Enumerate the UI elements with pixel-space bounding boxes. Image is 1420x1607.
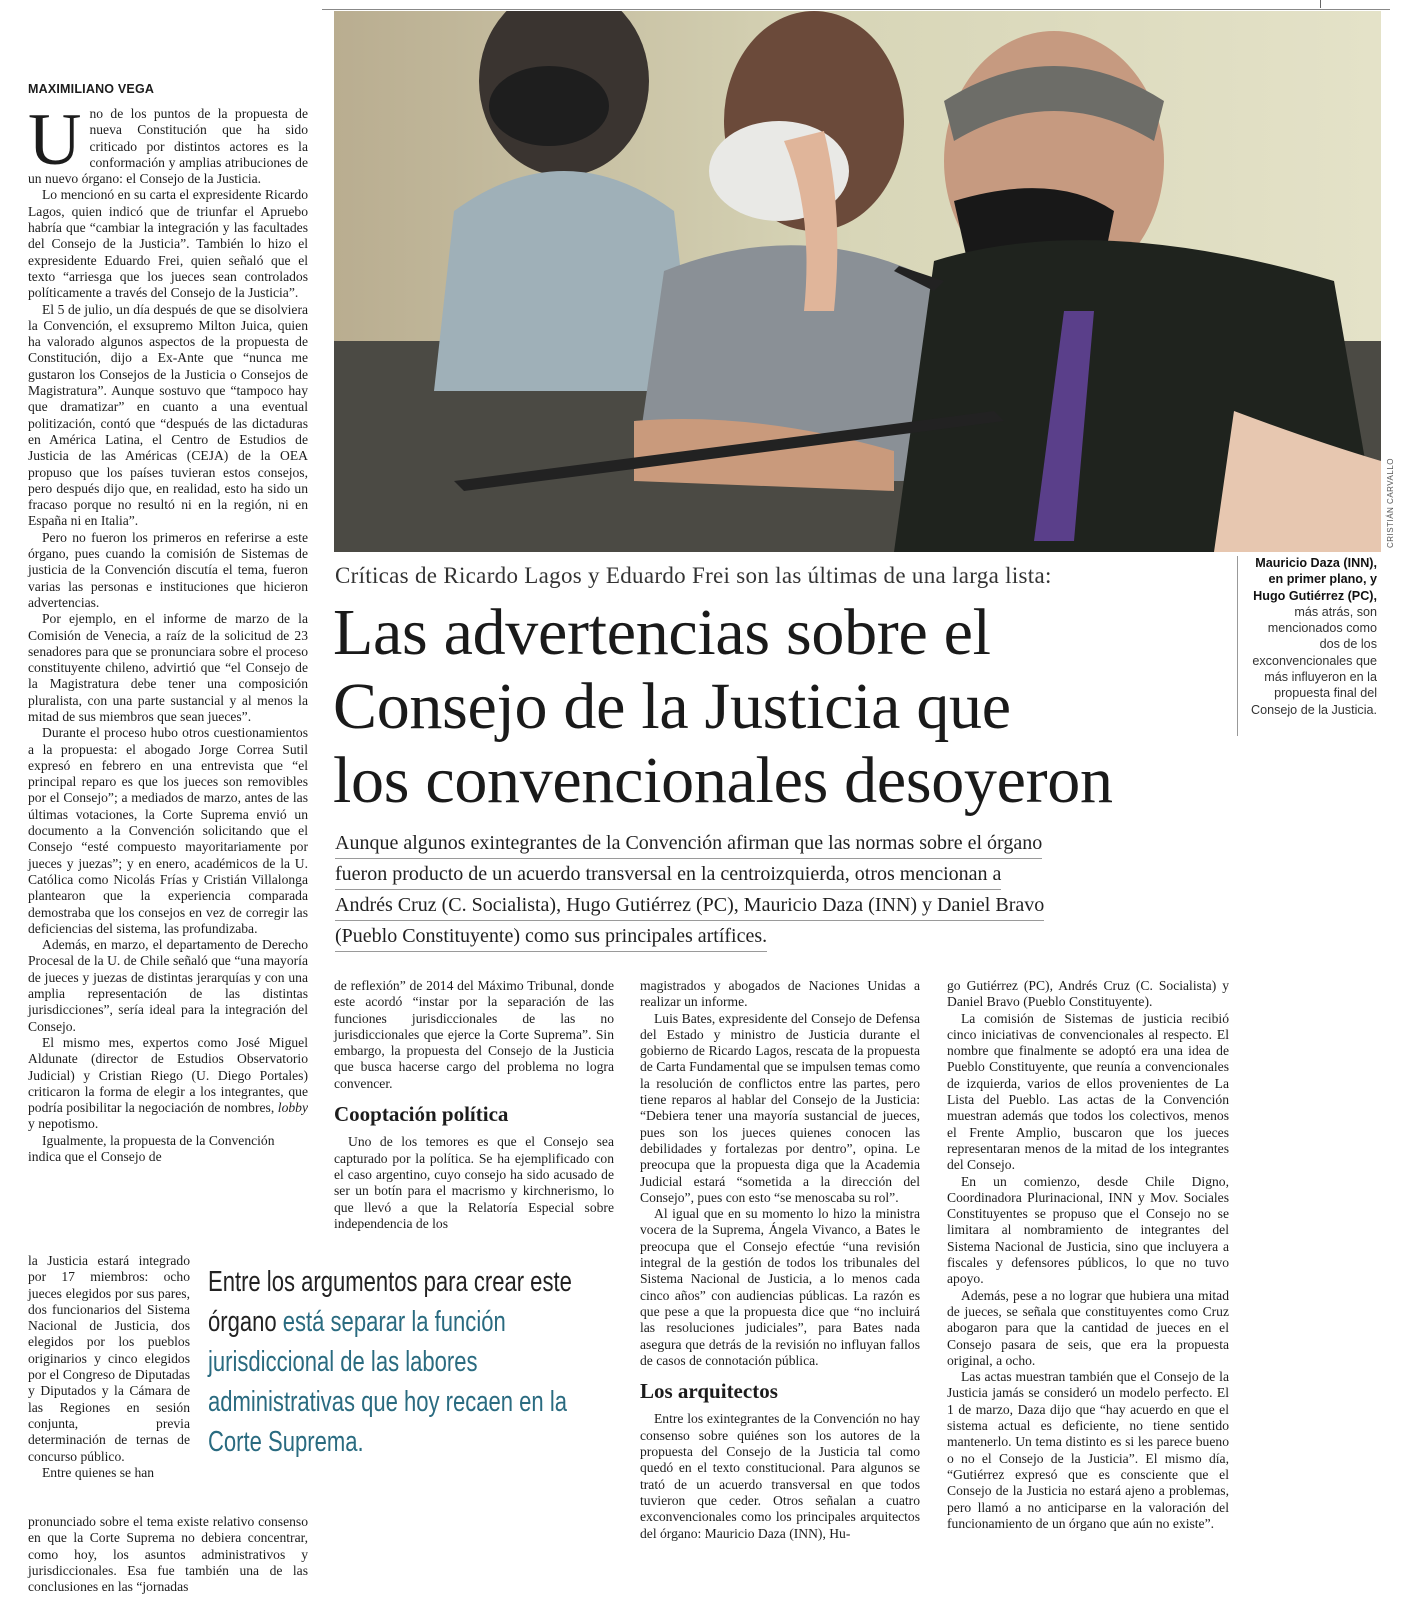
paragraph: La comisión de Sistemas de justicia recibió cinco iniciativas de convencionales al respecto. El nombre que finalmente se adoptó era una idea de Pueblo Constituyente, que reunía a convencionales de izquierda, varios de ellos provenientes de La Lista del Pueblo. Las actas de la Convención muestran además que todos los colectivos, menos el Frente Amplio, buscaron que los jueces representaran menos de la mitad de los integrantes del Consejo. [947, 1010, 1229, 1173]
column-3 [640, 978, 920, 1542]
pull-quote [208, 1262, 618, 1462]
paragraph: Uno de los temores es que el Consejo sea capturado por la política. Se ha ejemplificado con el caso argentino, cuyo consejo ha sido acusado de ser un botín para el macrismo y kirchnerismo, lo que llevó a que la Relatoría Especial sobre independencia de los [334, 1134, 614, 1231]
headline [333, 596, 1113, 818]
subhead-cooptacion: Cooptación política [334, 1102, 509, 1127]
paragraph: Luis Bates, expresidente del Consejo de Defensa del Estado y ministro de Justicia durante el gobierno de Ricardo Lagos, rescata de la propuesta de Carta Fundamental que se impulsen temas como la resolución de conflictos entre las partes, pero tiene reparos al hablar del Consejo de la Justicia: “Debiera tener una mayoría sustancial de jueces, pues son los jueces quienes conocen las debilidades y fortalezas por dentro”, opina. Le preocupa que la propuesta diga que la Academia Judicial estará “sometida a la dirección del Consejo”, pues con esto “se menoscaba su rol”. [640, 1010, 920, 1205]
paragraph: Al igual que en su momento lo hizo la ministra vocera de la Suprema, Ángela Vivanco, a Bates le preocupa que el Consejo efectúe “una revisión integral de la gestión de todos los tribunales del Sistema Nacional de Justicia, a lo menos cada cinco años” con audiencias públicas. La razón es que pese a que la propuesta dice que “no incluirá las resoluciones judiciales”, para Bates nada asegura que detrás de la revisión no influyan fallos de casos de connotación pública. [640, 1206, 920, 1368]
headline-line: Las advertencias sobre el [333, 596, 991, 669]
photo-caption [1245, 555, 1377, 718]
column-1-bottom [28, 1514, 308, 1595]
byline: MAXIMILIANO VEGA [28, 82, 155, 96]
paragraph-cont: pronunciado sobre el tema existe relativo consenso en que la Corte Suprema no debiera concentrar, como hoy, los asuntos administrativos y jurisdiccionales. Esa fue también una de las conclusiones en las “jornadas [28, 1514, 308, 1595]
italic-word: lobby [277, 1100, 308, 1116]
paragraph: Pero no fueron los primeros en referirse a este órgano, pues cuando la comisión de Sistemas de justicia de la Convención discutía el tema, fueron varias las personas e instituciones que hicieron advertencias. [28, 529, 308, 610]
drop-cap: U [28, 99, 82, 181]
headline-line: los convencionales desoyeron [333, 744, 1113, 817]
column-1-narrow [28, 1253, 190, 1481]
paragraph: Entre los exintegrantes de la Convención no hay consenso sobre quiénes son los autores de la propuesta del Consejo de la Justicia tal como quedó en el texto constitucional. Para algunos se trató de un acuerdo transversal en que todos tuvieron que ceder. Otros señalan a cuatro exconvencionales como los principales arquitectos del órgano: Mauricio Daza (INN), Hu- [640, 1411, 920, 1541]
headline-line: Consejo de la Justicia que [333, 670, 1011, 743]
photo-illustration [334, 11, 1381, 552]
caption-text: más atrás, son mencionados como dos de los exconvencionales que más influyeron en la propuesta final del Consejo de la Justicia. [1250, 604, 1377, 717]
deck-line: fueron producto de un acuerdo transversal en la centroizquierda, otros mencionan a [335, 859, 1001, 890]
photo-credit: CRISTIÁN CARVALLO [1386, 457, 1395, 548]
paragraph: Además, pese a no lograr que hubiera una mitad de jueces, se señala que constituyentes como Cruz abogaron para que la cantidad de jueces en el Consejo pasara de seis, que era la propuesta original, a ocho. [947, 1287, 1229, 1368]
column-1-top [28, 99, 308, 1165]
caption-divider [1237, 556, 1238, 736]
deck-line: (Pueblo Constituyente) como sus principales artífices. [335, 921, 767, 952]
paragraph: Igualmente, la propuesta de la Convención indica que el Consejo de [28, 1132, 275, 1164]
paragraph: Entre quienes se han [42, 1464, 155, 1480]
paragraph: Las actas muestran también que el Consejo de la Justicia jamás se consideró un modelo perfecto. El 1 de marzo, Daza dijo que “hay acuerdo en que el sistema actual es deficiente, no tiene sentido mantenerlo. Un tema distinto es si les parece bueno o no el Consejo de la Justicia”. El mismo día, “Gutiérrez expresó que es consciente que el Consejo de la Justicia no estará ajeno a problemas, pero llamó a no anticiparse en la valoración del funcionamiento de un órgano que aún no existe”. [947, 1369, 1229, 1531]
paragraph: Además, en marzo, el departamento de Derecho Procesal de la U. de Chile señaló que “una mayoría de jueces y juezas de distintas jerarquías y con una amplia representación de las distintas jurisdicciones”, sería ideal para la integración del Consejo. [28, 937, 308, 1034]
paragraph: En un comienzo, desde Chile Digno, Coordinadora Plurinacional, INN y Mov. Sociales Constituyentes se propuso que el Consejo no se limitara al nombramiento de integrantes del Sistema Nacional de Justicia, sino que incluyera a fiscales y defensores públicos, lo que no tuvo apoyo. [947, 1173, 1229, 1287]
subhead-arquitectos: Los arquitectos [640, 1379, 778, 1404]
text: El mismo mes, expertos como José Miguel Aldunate (director de Estudios Observatorio Judicial) y Cristian Riego (U. Diego Portales) criticaron la forma de elegir a los integrantes, que podría posibilitar la negociación de nombres, [28, 1034, 308, 1116]
paragraph-cont: magistrados y abogados de Naciones Unidas a realizar un informe. [640, 978, 920, 1010]
lead-paragraph [28, 99, 308, 187]
paragraph-cont: de reflexión” de 2014 del Máximo Tribunal, donde este acordó “instar por la separación de las funciones jurisdiccionales de las no jurisdiccionales que ejerce la Corte Suprema”. Sin embargo, la propuesta del Consejo de la Justicia que busca hacerse cargo del problema no logra convencer. [334, 978, 614, 1091]
deck [335, 828, 1044, 952]
paragraph-cont: la Justicia estará integrado por 17 miembros: ocho jueces elegidos por sus pares, dos funcionarios del Sistema Nacional de Justicia, dos elegidos por los pueblos originarios y cinco elegidos por el Congreso de Diputadas y Diputados y la Cámara de las Regiones en sesión conjunta, previa determinación de ternas de concurso público. [28, 1253, 190, 1464]
paragraph: Lo mencionó en su carta el expresidente Ricardo Lagos, quien indicó que de triunfar el Apruebo habría que “cambiar la integración y las facultades del Consejo de la Justicia”. También lo hizo el expresidente Eduardo Frei, quien señaló que el texto “arriesga que los jueces sean controlados políticamente a través del Consejo de la Justicia”. [28, 187, 308, 301]
paragraph: Por ejemplo, en el informe de marzo de la Comisión de Venecia, a raíz de la solicitud de 23 senadores para que se pronunciara sobre el proceso constituyente chileno, advirtió que “el Consejo de la Magistratura debe tener una composición pluralista, con una parte sustancial y al menos la mitad de sus miembros que sean jueces”. [28, 611, 308, 724]
column-2 [334, 978, 614, 1232]
pull-quote-plain: Entre los argumentos para crear este órgano [208, 1266, 572, 1338]
lead-text: no de los puntos de la propuesta de nueva Constitución que ha sido criticado por distintos actores es la conformación y amplias atribuciones de un nuevo órgano: el Consejo de la Justicia. [28, 106, 308, 187]
caption-bold: Mauricio Daza (INN), en primer plano, y Hugo Gutiérrez (PC), [1253, 556, 1377, 603]
kicker: Críticas de Ricardo Lagos y Eduardo Frei son las últimas de una larga lista: [335, 563, 1052, 588]
section-header-rule [322, 9, 1390, 10]
paragraph-cont: go Gutiérrez (PC), Andrés Cruz (C. Socialista) y Daniel Bravo (Pueblo Constituyente). [947, 978, 1229, 1010]
pull-quote-highlight: está separar la función jurisdiccional de las labores administrativas que hoy recaen en la Corte Suprema. [208, 1306, 567, 1458]
column-4 [947, 978, 1229, 1532]
deck-line: Aunque algunos exintegrantes de la Convención afirman que las normas sobre el órgano [335, 828, 1042, 859]
deck-line: Andrés Cruz (C. Socialista), Hugo Gutiérrez (PC), Mauricio Daza (INN) y Daniel Bravo [335, 890, 1044, 921]
paragraph: El 5 de julio, un día después de que se disolviera la Convención, el exsupremo Milton Juica, quien ha valorado algunos aspectos de la propuesta de Constitución, dijo a Ex-Ante que “nunca me gustaron los Consejos de la Justicia o Consejos de Magistratura”. Aunque sostuvo que “tampoco hay que dramatizar” en cuanto a una eventual politización, contó que “después de las dictaduras en América Latina, el Centro de Estudios de Justicia de las Américas (CEJA) de la OEA propuso que los países tuvieran estos consejos, pero después dijo que, en realidad, esto ha sido un fracaso porque no resultó ni en la región, ni en España ni en Italia”. [28, 301, 308, 529]
section-header-tick [1320, 0, 1321, 8]
text: y nepotismo. [28, 1116, 99, 1132]
paragraph [28, 1035, 308, 1133]
article-photo [334, 11, 1381, 552]
paragraph: Durante el proceso hubo otros cuestionamientos a la propuesta: el abogado Jorge Correa Sutil expresó en febrero en una entrevista que “el principal reparo es que los jueces son removibles por el Consejo”; a mediados de marzo, antes de las últimas votaciones, la Corte Suprema envió un documento a la Convención solicitando que el Consejo “esté compuesto mayoritariamente por jueces y juezas”; y en enero, académicos de la U. Católica como Nicolás Frías y Cristián Villalonga plantearon que la experiencia comparada demostraba que los consejos en vez de corregir las deficiencias del sistema, las profundizaba. [28, 725, 308, 936]
